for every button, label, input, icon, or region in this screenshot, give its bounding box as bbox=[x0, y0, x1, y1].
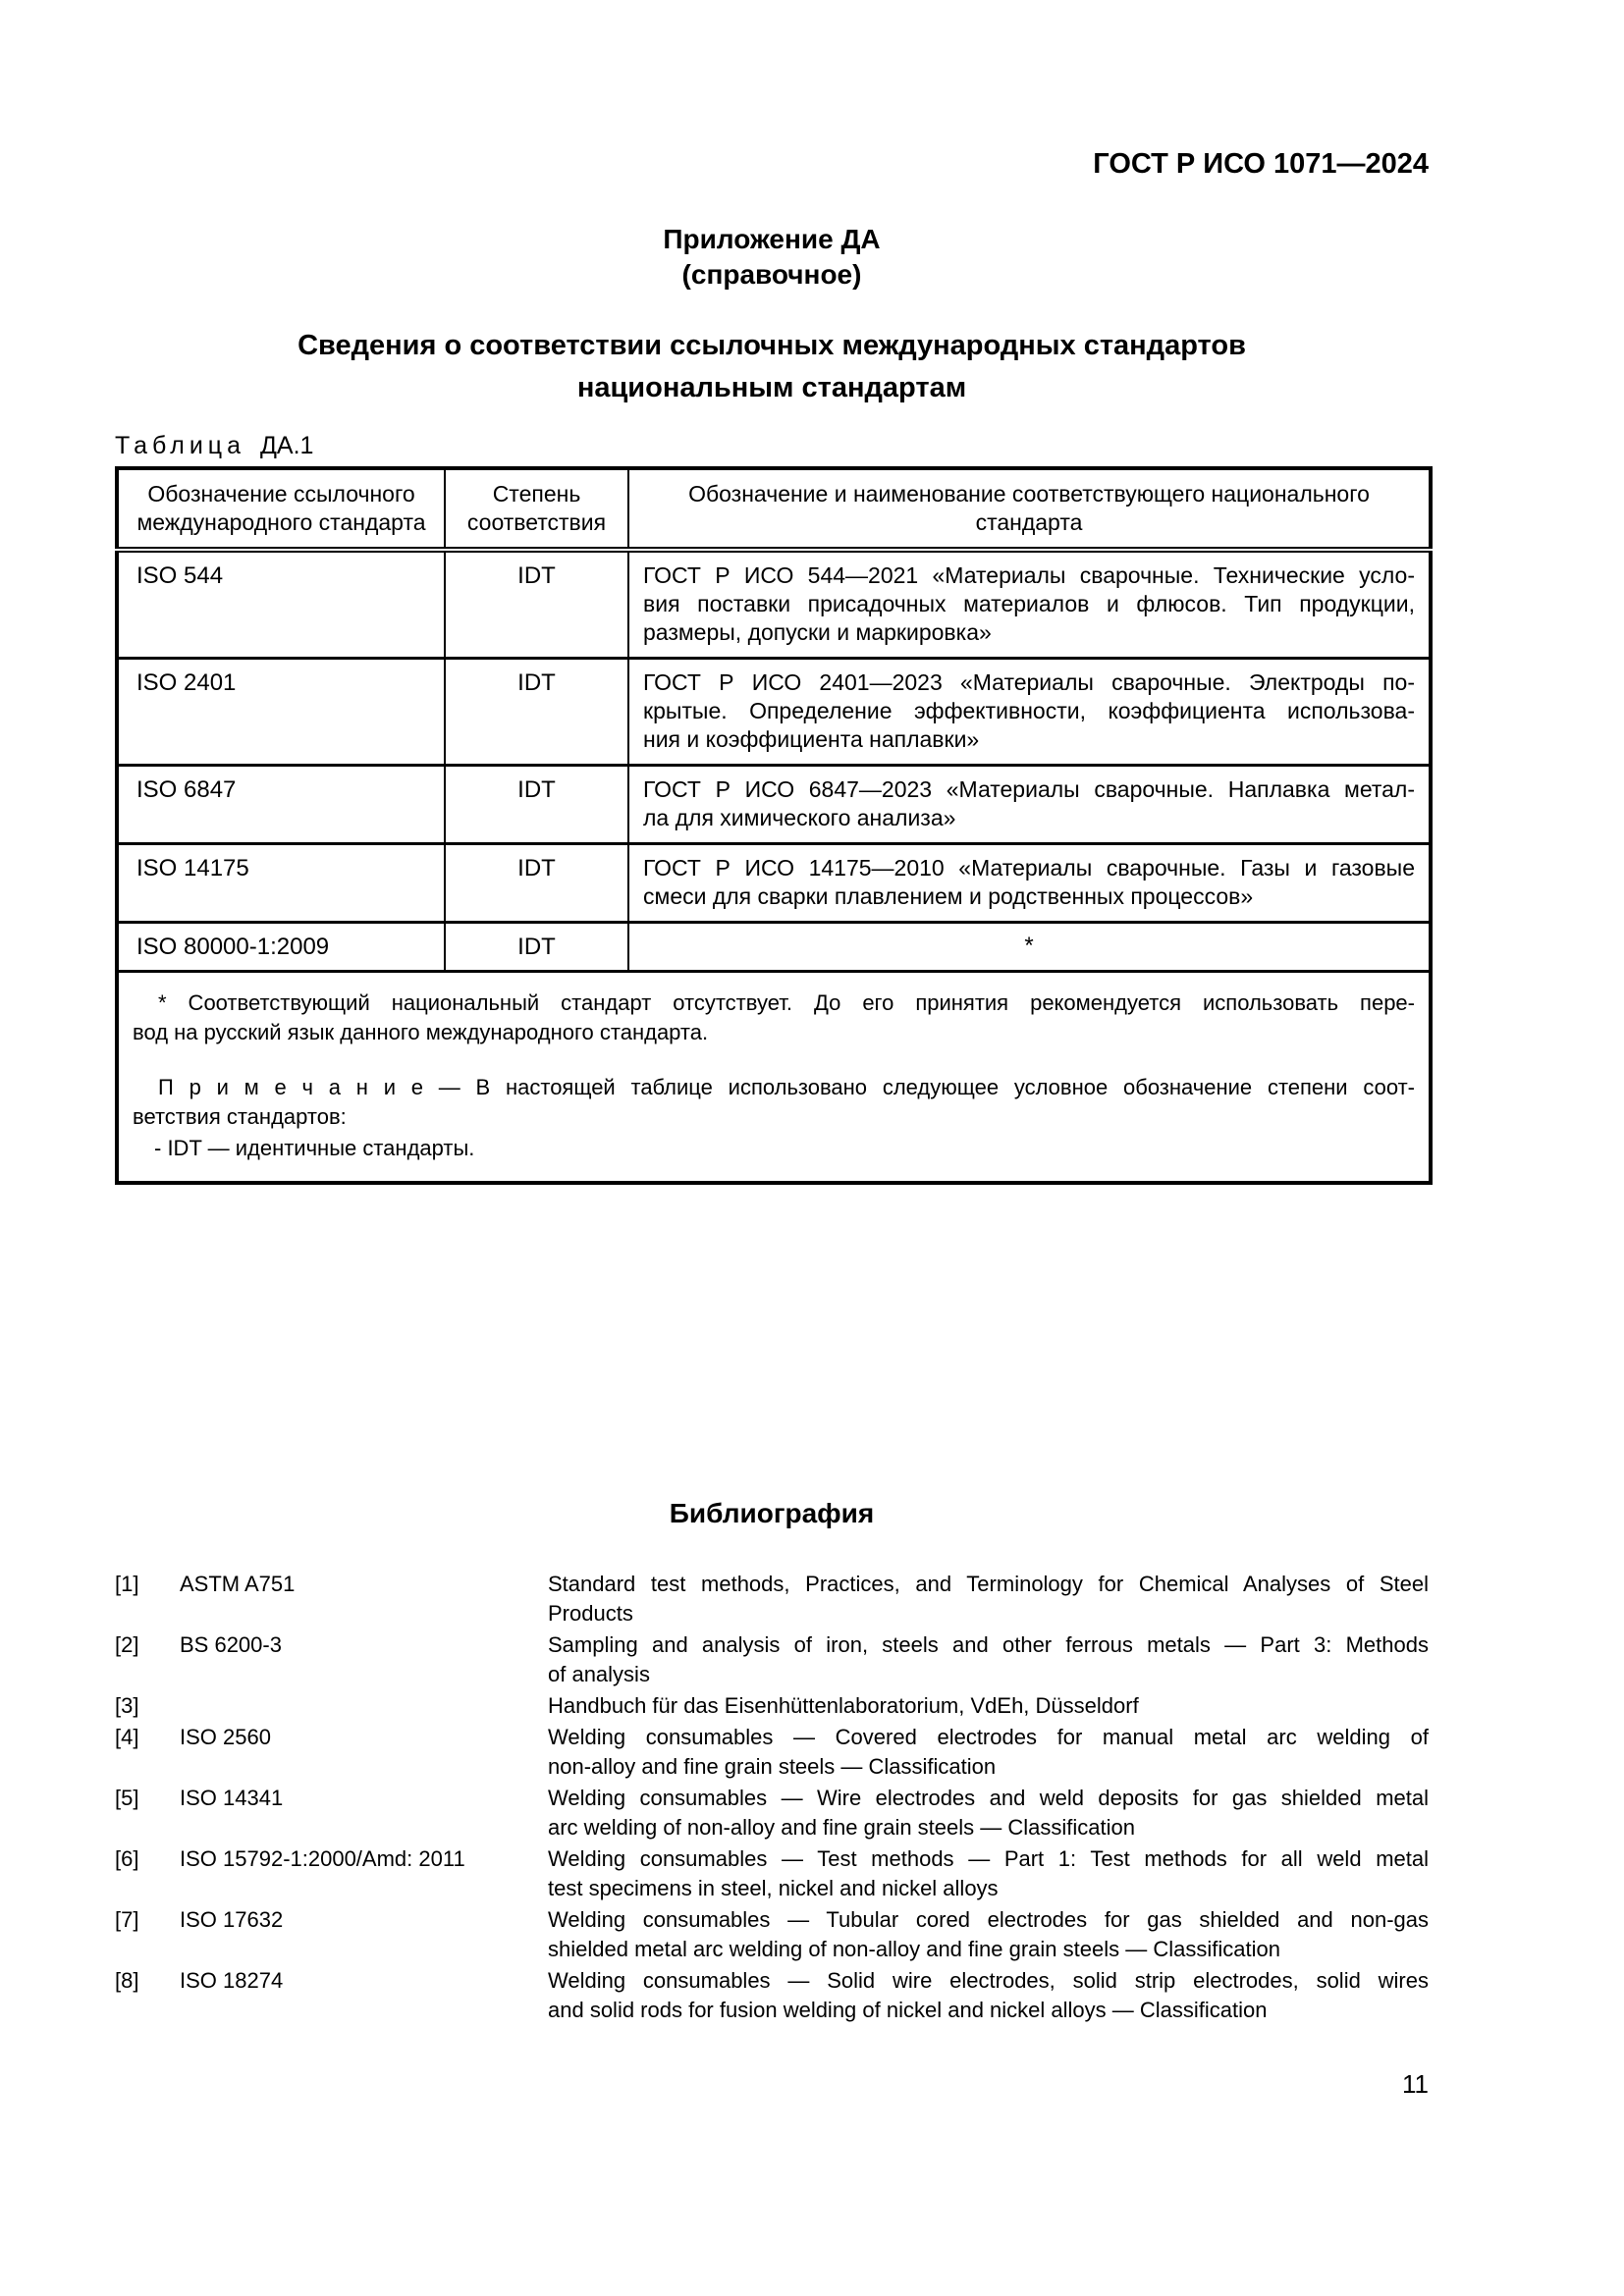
cell-ref: ISO 2401 bbox=[117, 659, 445, 766]
table-row bbox=[117, 844, 1431, 923]
bibliography-entry bbox=[115, 1784, 1429, 1842]
bib-entry-desc: Welding consumables — Covered electrodes for manual metal arc welding of non-alloy and fine grain steels — Classification bbox=[548, 1725, 1429, 1779]
bib-entry-ref: ASTM A751 bbox=[180, 1572, 296, 1596]
col-header-international-standard: Обозначение ссылочного международного стандарта bbox=[117, 468, 445, 550]
page-number: 11 bbox=[1402, 2069, 1429, 2099]
cell-national: ГОСТ Р ИСО 6847—2023 «Материалы сварочные. Наплавка метал- ла для химического анализа» bbox=[628, 766, 1431, 844]
cell-degree: IDT bbox=[445, 923, 628, 972]
table-row bbox=[117, 923, 1431, 972]
bib-entry-number: [8] bbox=[115, 1968, 139, 1993]
table-row bbox=[117, 550, 1431, 659]
document-code: ГОСТ Р ИСО 1071—2024 bbox=[1093, 148, 1429, 180]
table-note-item: - IDT — идентичные стандарты. bbox=[154, 1136, 475, 1160]
bibliography-list bbox=[115, 1570, 1429, 2025]
bibliography-title: Библиография bbox=[669, 1498, 875, 1528]
bibliography-entry bbox=[115, 1844, 1429, 1903]
correspondence-table bbox=[115, 466, 1433, 1185]
bib-entry-desc: Welding consumables — Wire electrodes and weld deposits for gas shielded metal arc welding of non-alloy and fine grain steels — Classification bbox=[548, 1786, 1429, 1840]
cell-degree: IDT bbox=[445, 550, 628, 659]
bib-entry-desc: Standard test methods, Practices, and Terminology for Chemical Analyses of Steel Products bbox=[548, 1572, 1429, 1626]
cell-national-asterisk: * bbox=[628, 923, 1431, 972]
bibliography-entry bbox=[115, 1570, 1429, 1629]
cell-ref: ISO 80000-1:2009 bbox=[117, 923, 445, 972]
table-footnote: * Соответствующий национальный стандарт отсутствует. До его принятия рекомендуется использовать пере- вод на русский язык данного международного стандарта. bbox=[133, 990, 1415, 1044]
bib-entry-ref: ISO 15792-1:2000/Amd: 2011 bbox=[180, 1846, 465, 1871]
bib-entry-number: [6] bbox=[115, 1846, 139, 1871]
table-footer-cell bbox=[117, 972, 1431, 1184]
annex-title-line1: Сведения о соответствии ссылочных международных стандартов bbox=[298, 330, 1246, 361]
bib-entry-desc: Welding consumables — Solid wire electrodes, solid strip electrodes, solid wires and solid rods for fusion welding of nickel and nickel alloys — Classification bbox=[548, 1968, 1429, 2022]
table-caption-number: ДА.1 bbox=[259, 432, 314, 459]
bibliography-entry bbox=[115, 1905, 1429, 1964]
bib-entry-desc: Sampling and analysis of iron, steels and other ferrous metals — Part 3: Methods of analysis bbox=[548, 1632, 1429, 1686]
table-caption bbox=[115, 431, 1429, 460]
table-row bbox=[117, 766, 1431, 844]
bib-entry-number: [7] bbox=[115, 1907, 139, 1932]
bib-entry-number: [3] bbox=[115, 1693, 139, 1718]
table-header-row bbox=[117, 468, 1431, 550]
table-caption-word: Таблица bbox=[115, 432, 246, 459]
bibliography-entry bbox=[115, 1630, 1429, 1689]
col-header-degree: Степень соответствия bbox=[445, 468, 628, 550]
bib-entry-ref: ISO 2560 bbox=[180, 1725, 271, 1749]
cell-degree: IDT bbox=[445, 844, 628, 923]
bib-entry-ref: ISO 18274 bbox=[180, 1968, 284, 1993]
annex-title-line2: национальным стандартам bbox=[576, 372, 967, 403]
bibliography-entry bbox=[115, 1691, 1429, 1721]
bib-entry-desc: Welding consumables — Test methods — Part 1: Test methods for all weld metal test specimens in steel, nickel and nickel alloys bbox=[548, 1846, 1429, 1900]
bib-entry-ref: ISO 17632 bbox=[180, 1907, 284, 1932]
bib-entry-number: [1] bbox=[115, 1572, 139, 1596]
bibliography-entry bbox=[115, 1723, 1429, 1782]
table-row bbox=[117, 659, 1431, 766]
bib-entry-number: [5] bbox=[115, 1786, 139, 1810]
annex-title bbox=[115, 325, 1429, 409]
bib-entry-desc: Welding consumables — Tubular cored electrodes for gas shielded and non-gas shielded metal arc welding of non-alloy and fine grain steels — Classification bbox=[548, 1907, 1429, 1961]
table-note: П р и м е ч а н и е — В настоящей таблице использовано следующее условное обозначение степени соот- ветствия стандартов: bbox=[133, 1075, 1415, 1129]
bib-entry-ref: ISO 14341 bbox=[180, 1786, 284, 1810]
cell-ref: ISO 14175 bbox=[117, 844, 445, 923]
cell-ref: ISO 6847 bbox=[117, 766, 445, 844]
bib-entry-ref: BS 6200-3 bbox=[180, 1632, 282, 1657]
cell-degree: IDT bbox=[445, 659, 628, 766]
bib-entry-desc: Handbuch für das Eisenhüttenlaboratorium, VdEh, Düsseldorf bbox=[548, 1693, 1139, 1718]
bib-entry-ref bbox=[180, 1691, 548, 1721]
col-header-national-standard: Обозначение и наименование соответствующего национального стандарта bbox=[628, 468, 1431, 550]
cell-degree: IDT bbox=[445, 766, 628, 844]
annex-type: (справочное) bbox=[681, 259, 862, 290]
table-footer-row bbox=[117, 972, 1431, 1184]
bibliography-entry bbox=[115, 1966, 1429, 2025]
bib-entry-number: [4] bbox=[115, 1725, 139, 1749]
cell-national: ГОСТ Р ИСО 14175—2010 «Материалы сварочные. Газы и газовые смеси для сварки плавлением и родственных процессов» bbox=[628, 844, 1431, 923]
bib-entry-number: [2] bbox=[115, 1632, 139, 1657]
cell-national: ГОСТ Р ИСО 2401—2023 «Материалы сварочные. Электроды по- крытые. Определение эффективности, коэффициента использова- ния и коэффициента наплавки» bbox=[628, 659, 1431, 766]
cell-national: ГОСТ Р ИСО 544—2021 «Материалы сварочные. Технические усло- вия поставки присадочных материалов и флюсов. Тип продукции, размеры, допуски и маркировка» bbox=[628, 550, 1431, 659]
annex-label: Приложение ДА bbox=[663, 224, 881, 254]
cell-ref: ISO 544 bbox=[117, 550, 445, 659]
